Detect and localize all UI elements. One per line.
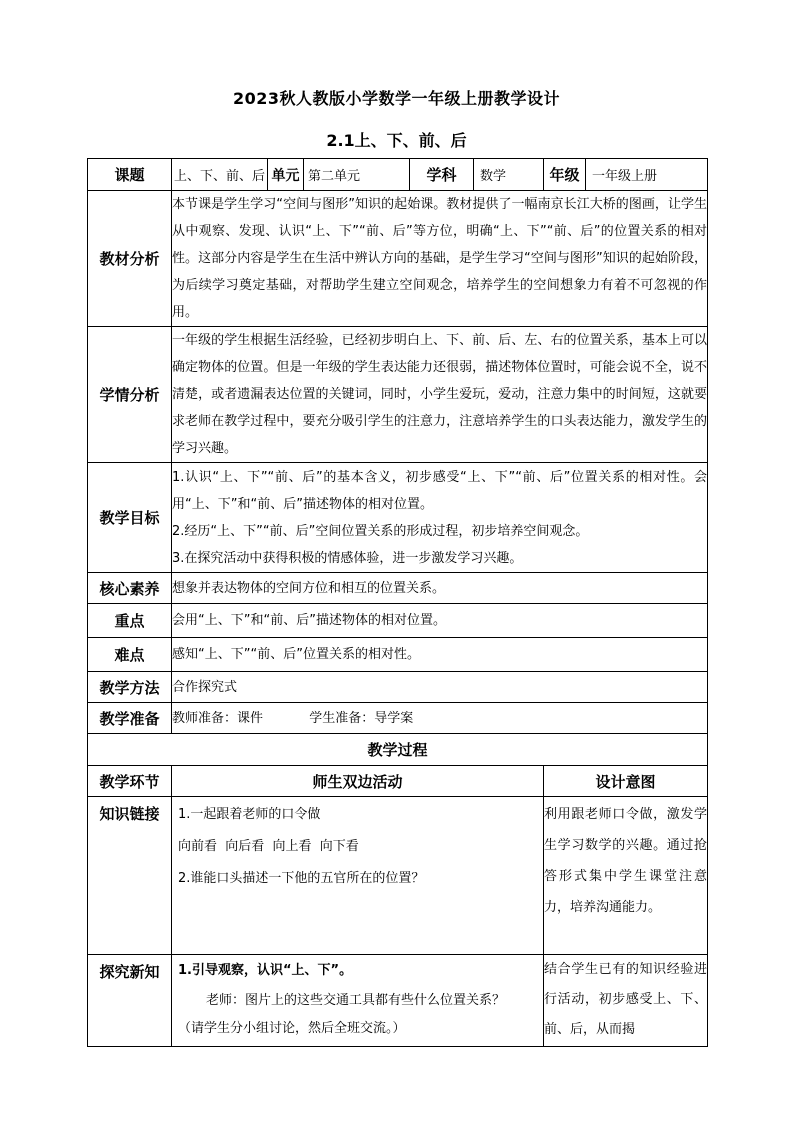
material-label: 教材分析 <box>88 191 172 327</box>
material-text: 本节课是学生学习“空间与图形”知识的起始课。教材提供了一幅南京长江大桥的图画，让学生从中观察、发现、认识“上、下”“前、后”等方位，明确“上、下”“前、后”的位置关系的相对性。这部分内容是学生在生活中辨认方向的基础，是学生学习“空间与图形”知识的起始阶段，为后续学习奠定基础，对帮助学生建立空间观念，培养学生的空间想象力有着不可忽视的作用。 <box>172 191 708 327</box>
topic-value: 上、下、前、后 <box>172 159 268 191</box>
key-label: 重点 <box>88 604 172 638</box>
stage-label: 探究新知 <box>88 955 172 1047</box>
prep-teacher: 教师准备：课件 <box>172 710 264 726</box>
prep-label: 教学准备 <box>88 703 172 734</box>
activity-cell <box>172 797 544 955</box>
difficult-text: 感知“上、下”“前、后”位置关系的相对性。 <box>172 638 708 672</box>
intent-cell: 利用跟老师口令做，激发学生学习数学的兴趣。通过抢答形式集中学生课堂注意力，培养沟通能力。 <box>544 797 708 955</box>
goal-item-2: 2.经历“上、下”“前、后”空间位置关系的形成过程，初步培养空间观念。 <box>172 523 589 539</box>
col-stage: 教学环节 <box>88 766 172 797</box>
stage-label: 知识链接 <box>88 797 172 955</box>
student-text: 一年级的学生根据生活经验，已经初步明白上、下、前、后、左、右的位置关系，基本上可以确定物体的位置。但是一年级的学生表达能力还很弱，描述物体位置时，可能会说不全，说不清楚，或者遗漏表达位置的关键词，同时，小学生爱玩，爱动，注意力集中的时间短，这就要求老师在教学过程中，要充分吸引学生的注意力，注意培养学生的口头表达能力，激发学生的学习兴趣。 <box>172 327 708 463</box>
core-text: 想象并表达物体的空间方位和相互的位置关系。 <box>172 573 708 604</box>
method-row <box>88 672 708 703</box>
key-row <box>88 604 708 638</box>
grade-label: 年级 <box>544 159 586 191</box>
core-row <box>88 573 708 604</box>
student-label: 学情分析 <box>88 327 172 463</box>
goal-cell <box>172 463 708 573</box>
grade-value: 一年级上册 <box>586 159 708 191</box>
document-title: 2023秋人教版小学数学一年级上册教学设计 <box>232 89 561 108</box>
intent-cell: 结合学生已有的知识经验进行活动，初步感受上、下、前、后，从而揭 <box>544 955 708 1047</box>
lesson-plan-table <box>87 158 708 1047</box>
method-text: 合作探究式 <box>172 672 708 703</box>
unit-value: 第二单元 <box>304 159 410 191</box>
prep-row <box>88 703 708 734</box>
activity-line: （请学生分小组讨论，然后全班交流。） <box>178 1021 406 1036</box>
subject-label: 学科 <box>410 159 474 191</box>
prep-student: 学生准备：导学案 <box>309 710 414 726</box>
material-row <box>88 191 708 327</box>
process-row <box>88 955 708 1047</box>
student-row <box>88 327 708 463</box>
goal-item-1: 1.认识“上、下”“前、后”的基本含义，初步感受“上、下”“前、后”位置关系的相对性。会用“上、下”和“前、后”描述物体的相对位置。 <box>172 469 708 512</box>
lesson-subtitle: 2.1上、下、前、后 <box>326 131 467 150</box>
core-label: 核心素养 <box>88 573 172 604</box>
prep-cell <box>172 703 708 734</box>
method-label: 教学方法 <box>88 672 172 703</box>
subject-value: 数学 <box>474 159 544 191</box>
difficult-label: 难点 <box>88 638 172 672</box>
difficult-row <box>88 638 708 672</box>
activity-line: 2.谁能口头描述一下他的五官所在的位置？ <box>178 871 425 886</box>
key-text: 会用“上、下”和“前、后”描述物体的相对位置。 <box>172 604 708 638</box>
topic-label: 课题 <box>88 159 172 191</box>
info-row <box>88 159 708 191</box>
activity-line: 1.引导观察，认识“上、下”。 <box>178 963 353 978</box>
activity-line: 1.一起跟着老师的口令做 <box>178 807 321 822</box>
col-activity: 师生双边活动 <box>172 766 544 797</box>
activity-line: 老师：图片上的这些交通工具都有些什么位置关系？ <box>206 993 506 1008</box>
process-header: 教学过程 <box>88 734 708 766</box>
col-intent: 设计意图 <box>544 766 708 797</box>
goal-label: 教学目标 <box>88 463 172 573</box>
process-col-headers <box>88 766 708 797</box>
goal-row <box>88 463 708 573</box>
activity-cell <box>172 955 544 1047</box>
activity-line: 向前看 向后看 向上看 向下看 <box>178 839 359 854</box>
goal-item-3: 3.在探究活动中获得积极的情感体验，进一步激发学习兴趣。 <box>172 550 523 566</box>
process-row <box>88 797 708 955</box>
unit-label: 单元 <box>268 159 304 191</box>
process-header-row <box>88 734 708 766</box>
